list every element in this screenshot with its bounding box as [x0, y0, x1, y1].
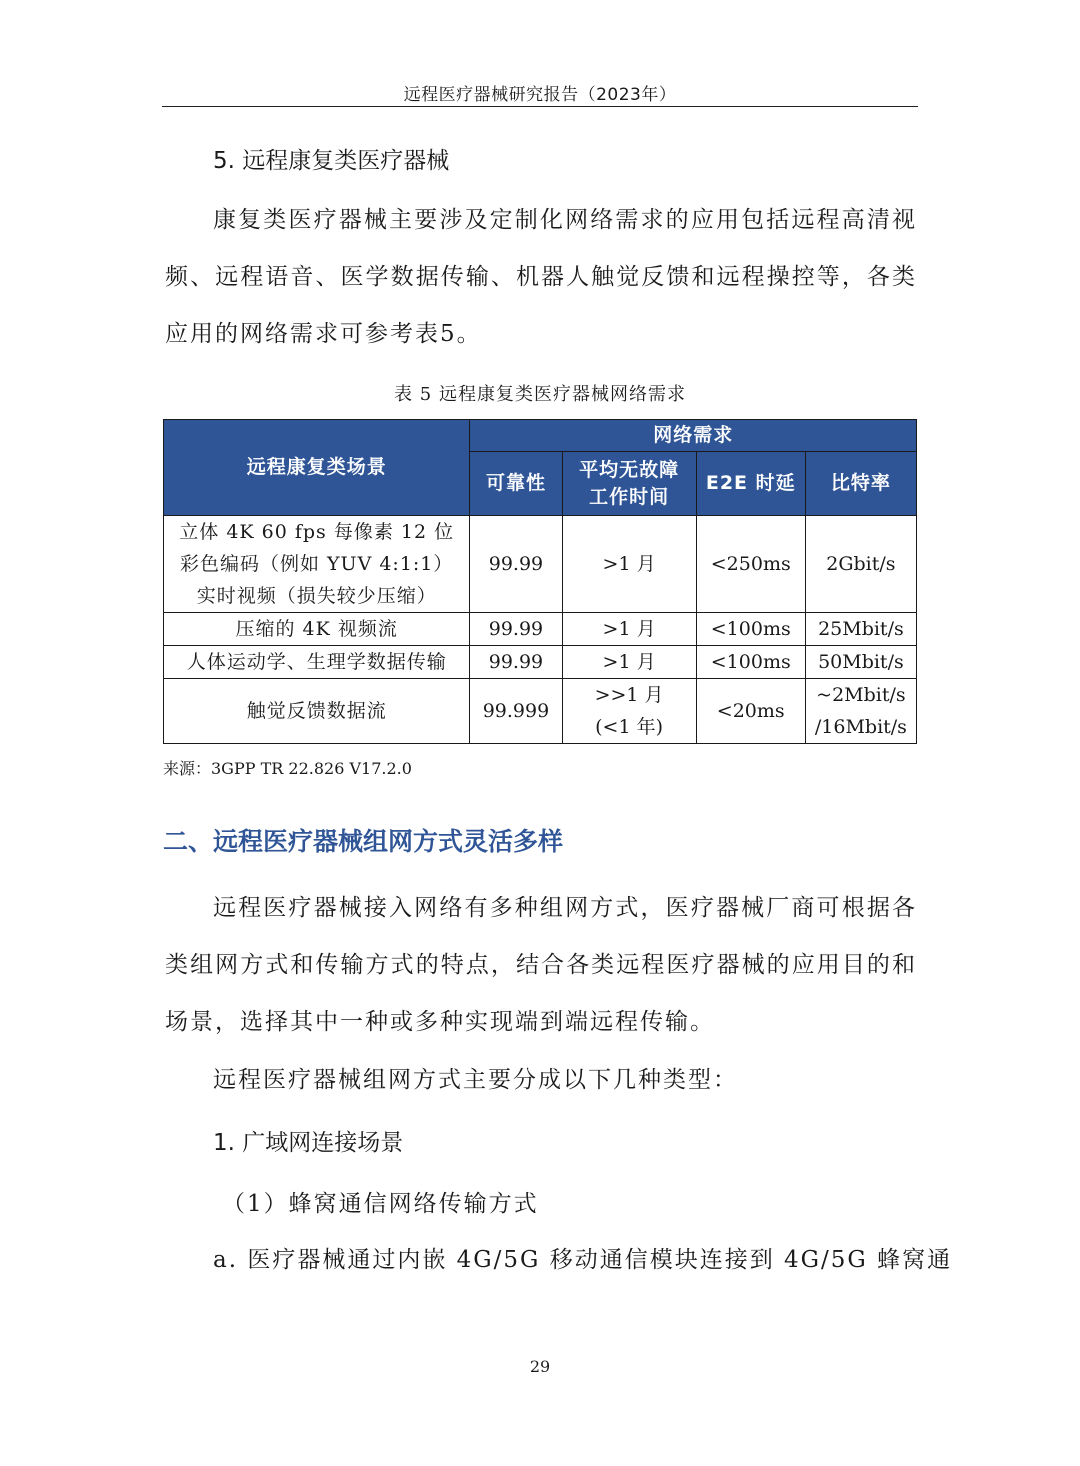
header-mtbf-line1: 平均无故障 — [579, 458, 680, 481]
cell-scene — [164, 646, 470, 679]
cell-bitrate-line: ~2Mbit/s — [816, 684, 906, 706]
list-item-a: a. 医疗器械通过内嵌 4G/5G 移动通信模块连接到 4G/5G 蜂窝通 — [213, 1247, 953, 1273]
cell-scene-line: 实时视频（损失较少压缩） — [196, 585, 437, 607]
cell-latency: <250ms — [696, 516, 805, 613]
cell-mtbf — [562, 516, 696, 613]
table-body — [164, 516, 917, 744]
cell-scene — [164, 516, 470, 613]
table-row — [164, 516, 917, 613]
cell-scene-line: 触觉反馈数据流 — [246, 700, 387, 722]
cell-mtbf-line: >1 月 — [602, 618, 656, 640]
cell-mtbf-line: (<1 年) — [595, 716, 664, 738]
table-row — [164, 679, 917, 744]
cell-scene-line: 人体运动学、生理学数据传输 — [186, 651, 447, 673]
cell-scene-line: 压缩的 4K 视频流 — [235, 618, 398, 640]
cell-latency: <20ms — [696, 679, 805, 744]
header-reliability: 可靠性 — [470, 452, 562, 516]
cell-mtbf-line: >1 月 — [602, 651, 656, 673]
list-item-cellular: （1）蜂窝通信网络传输方式 — [222, 1191, 539, 1217]
header-network-requirements: 网络需求 — [470, 420, 917, 452]
cell-reliability: 99.99 — [470, 613, 562, 646]
cell-latency: <100ms — [696, 646, 805, 679]
cell-mtbf — [562, 613, 696, 646]
cell-bitrate — [805, 613, 916, 646]
cell-mtbf-line: >1 月 — [602, 553, 656, 575]
network-requirements-table — [163, 419, 917, 744]
header-latency: E2E 时延 — [696, 452, 805, 516]
table-row — [164, 613, 917, 646]
subsection-heading: 1. 广域网连接场景 — [213, 1130, 404, 1156]
header-scene: 远程康复类场景 — [164, 420, 470, 516]
running-header: 远程医疗器械研究报告（2023年） — [403, 85, 677, 105]
cell-bitrate-line: /16Mbit/s — [814, 716, 907, 738]
cell-bitrate — [805, 516, 916, 613]
cell-bitrate — [805, 679, 916, 744]
cell-latency: <100ms — [696, 613, 805, 646]
cell-bitrate — [805, 646, 916, 679]
chapter-paragraph-1: 远程医疗器械接入网络有多种组网方式，医疗器械厂商可根据各类组网方式和传输方式的特点，结合各类远程医疗器械的应用目的和场景，选择其中一种或多种实现端到端远程传输。 — [165, 895, 917, 1035]
chapter-heading: 二、远程医疗器械组网方式灵活多样 — [163, 827, 564, 856]
cell-scene-line: 彩色编码（例如 YUV 4:1:1） — [179, 553, 454, 575]
cell-mtbf — [562, 679, 696, 744]
header-mtbf — [562, 452, 696, 516]
cell-scene-line: 立体 4K 60 fps 每像素 12 位 — [179, 521, 455, 543]
table-caption: 表 5 远程康复类医疗器械网络需求 — [394, 384, 686, 405]
table-source: 来源：3GPP TR 22.826 V17.2.0 — [163, 759, 412, 778]
cell-mtbf — [562, 646, 696, 679]
header-divider — [162, 106, 918, 107]
cell-reliability: 99.999 — [470, 679, 562, 744]
cell-bitrate-line: 50Mbit/s — [818, 651, 904, 673]
page-number: 29 — [529, 1357, 551, 1376]
cell-bitrate-line: 2Gbit/s — [826, 553, 896, 575]
section-paragraph: 康复类医疗器械主要涉及定制化网络需求的应用包括远程高清视频、远程语音、医学数据传输、机器人触觉反馈和远程操控等，各类应用的网络需求可参考表5。 — [165, 207, 917, 347]
header-bitrate: 比特率 — [805, 452, 916, 516]
cell-reliability: 99.99 — [470, 516, 562, 613]
chapter-paragraph-2: 远程医疗器械组网方式主要分成以下几种类型： — [213, 1067, 738, 1093]
cell-mtbf-line: >>1 月 — [594, 684, 664, 706]
cell-scene — [164, 613, 470, 646]
cell-reliability: 99.99 — [470, 646, 562, 679]
header-mtbf-line2: 工作时间 — [589, 485, 670, 508]
cell-bitrate-line: 25Mbit/s — [818, 618, 904, 640]
cell-scene — [164, 679, 470, 744]
table-row — [164, 646, 917, 679]
section-heading: 5. 远程康复类医疗器械 — [213, 148, 450, 174]
